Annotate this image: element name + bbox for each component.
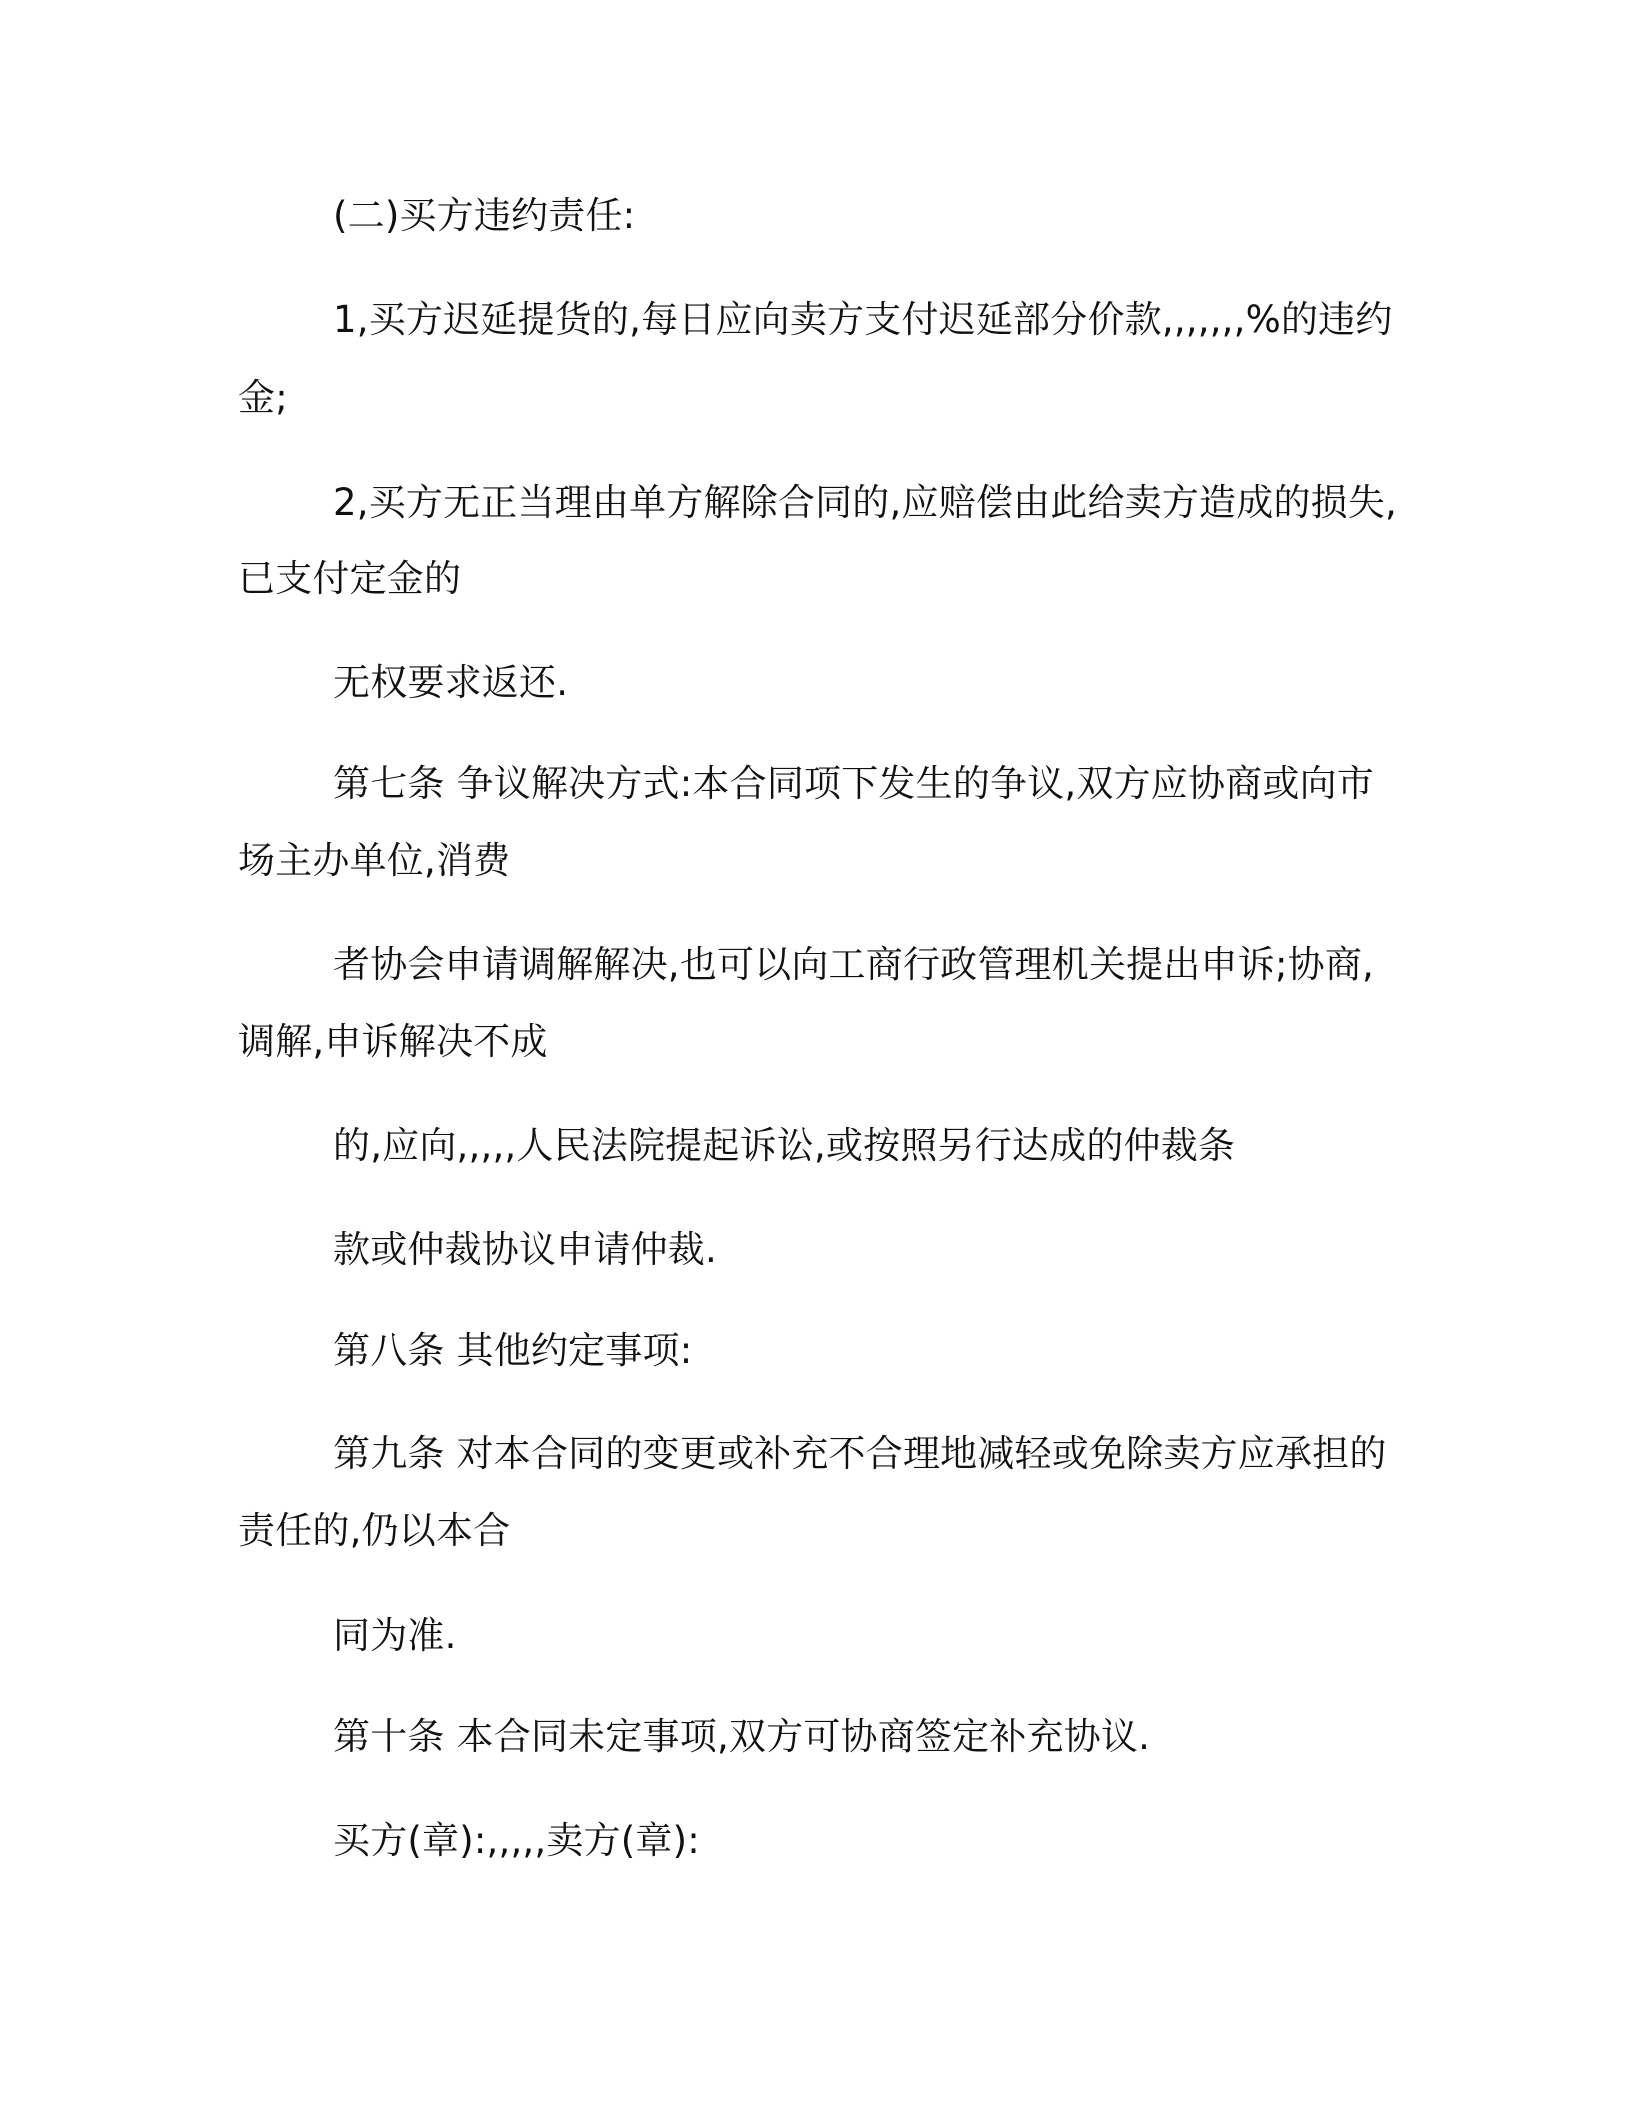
article-7-line-6: 款或仲裁协议申请仲裁.: [333, 1228, 717, 1271]
section-heading-buyer-liability: (二)买方违约责任:: [333, 194, 636, 237]
article-7-line-3: 者协会申请调解解决,也可以向工商行政管理机关提出申诉;协商,: [333, 943, 1374, 986]
article-7-line-4: 调解,申诉解决不成: [238, 1020, 548, 1063]
article-9-line-2: 责任的,仍以本合: [238, 1509, 511, 1552]
article-9-line-1: 第九条 对本合同的变更或补充不合理地减轻或免除卖方应承担的: [333, 1432, 1387, 1475]
clause-2-line-2: 已支付定金的: [238, 557, 462, 600]
clause-1-line-2: 金;: [238, 376, 288, 419]
article-9-line-3: 同为准.: [333, 1614, 457, 1657]
clause-1-line-1: 1,买方迟延提货的,每日应向卖方支付迟延部分价款,,,,,,,%的违约: [333, 298, 1393, 341]
article-7-line-2: 场主办单位,消费: [238, 839, 511, 882]
article-7-line-1: 第七条 争议解决方式:本合同项下发生的争议,双方应协商或向市: [333, 762, 1374, 805]
article-8: 第八条 其他约定事项:: [333, 1329, 693, 1372]
article-7-line-5: 的,应向,,,,,人民法院提起诉讼,或按照另行达成的仲裁条: [333, 1124, 1236, 1167]
clause-2-line-1: 2,买方无正当理由单方解除合同的,应赔偿由此给卖方造成的损失,: [333, 481, 1398, 524]
clause-2-line-3: 无权要求返还.: [333, 661, 569, 704]
signature-line: 买方(章):,,,,,卖方(章):: [333, 1819, 700, 1862]
article-10: 第十条 本合同未定事项,双方可协商签定补充协议.: [333, 1715, 1151, 1758]
